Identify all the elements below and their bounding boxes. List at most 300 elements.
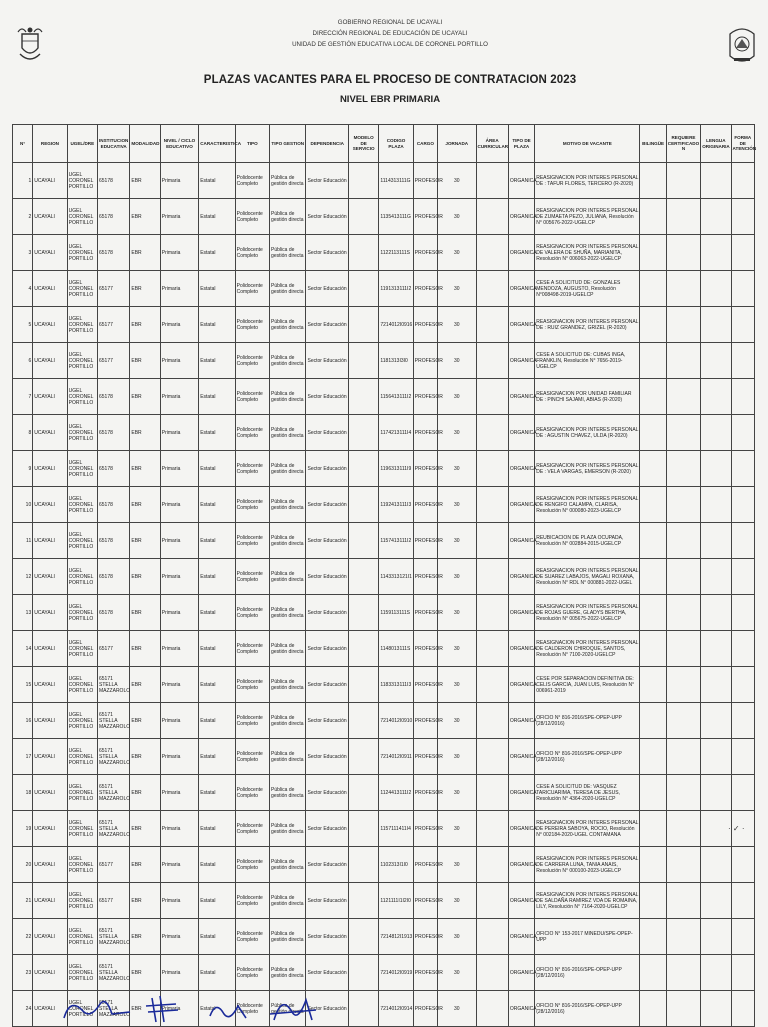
motivo-vacante-cell: OFICIO N° 816-2016/SPE-OPEP-UPP (28/12/2016) — [535, 703, 640, 739]
nivel-cell: Primaria — [160, 631, 198, 667]
dependencia-cell: Sector Educación — [306, 811, 349, 847]
area-curricular-cell — [476, 739, 508, 775]
bilingue-cell — [640, 307, 666, 343]
lengua-originaria-cell — [701, 631, 731, 667]
tipo-plaza-cell: ORGANICA — [508, 667, 534, 703]
ugel-cell: UGEL CORONEL PORTILLO — [67, 271, 97, 307]
modalidad-cell: EBR — [130, 919, 160, 955]
nivel-cell: Primaria — [160, 523, 198, 559]
cargo-cell: PROFESOR — [413, 523, 437, 559]
region-cell: UCAYALI — [33, 559, 67, 595]
region-cell: UCAYALI — [33, 523, 67, 559]
jornada-cell: 30 — [438, 487, 476, 523]
cargo-cell: PROFESOR — [413, 595, 437, 631]
requiere-certificado-cell — [666, 595, 700, 631]
nivel-cell: Primaria — [160, 919, 198, 955]
motivo-vacante-cell: REASIGNACION POR INTERES PERSONAL DE SALDAÑA RAMIREZ VDA DE ROMAINA, LILY, Resolución N° 7164-2020-UGELCP — [535, 883, 640, 919]
region-cell: UCAYALI — [33, 271, 67, 307]
row-number: 19 — [13, 811, 33, 847]
caracteristica-cell: Estatal — [199, 883, 235, 919]
jornada-cell: 30 — [438, 667, 476, 703]
letterhead — [230, 17, 550, 50]
bilingue-cell — [640, 199, 666, 235]
modelo-servicio-cell — [349, 415, 379, 451]
codigo-plaza-cell: 1102313I1I0 — [379, 847, 413, 883]
col-modalidad: MODALIDAD — [130, 125, 160, 163]
table-row — [13, 415, 755, 451]
tipo-cell: Polidocente Completo — [235, 487, 269, 523]
modelo-servicio-cell — [349, 883, 379, 919]
tipo-cell: Polidocente Completo — [235, 703, 269, 739]
institucion-cell: 65178 — [98, 235, 130, 271]
institucion-cell: 65178 — [98, 163, 130, 199]
forma-atencion-cell — [731, 955, 754, 991]
tipo-gestion-cell: Pública de gestión directa — [270, 811, 306, 847]
nivel-cell: Primaria — [160, 487, 198, 523]
lengua-originaria-cell — [701, 451, 731, 487]
peru-coat-of-arms-icon — [16, 24, 44, 64]
lengua-originaria-cell — [701, 847, 731, 883]
tipo-cell: Polidocente Completo — [235, 919, 269, 955]
col-area-curricular: ÁREA CURRICULAR — [476, 125, 508, 163]
row-number: 8 — [13, 415, 33, 451]
jornada-cell: 30 — [438, 811, 476, 847]
dependencia-cell: Sector Educación — [306, 415, 349, 451]
modalidad-cell: EBR — [130, 883, 160, 919]
area-curricular-cell — [476, 343, 508, 379]
bilingue-cell — [640, 415, 666, 451]
tipo-plaza-cell: ORGANICA — [508, 991, 534, 1027]
codigo-plaza-cell: 7214012I0919 — [379, 955, 413, 991]
table-row — [13, 199, 755, 235]
jornada-cell: 30 — [438, 307, 476, 343]
row-number: 3 — [13, 235, 33, 271]
row-number: 9 — [13, 451, 33, 487]
modelo-servicio-cell — [349, 847, 379, 883]
tipo-gestion-cell: Pública de gestión directa — [270, 487, 306, 523]
nivel-cell: Primaria — [160, 199, 198, 235]
bilingue-cell — [640, 451, 666, 487]
requiere-certificado-cell — [666, 451, 700, 487]
institucion-cell: 65178 — [98, 523, 130, 559]
dependencia-cell: Sector Educación — [306, 451, 349, 487]
caracteristica-cell: Estatal — [199, 847, 235, 883]
jornada-cell: 30 — [438, 559, 476, 595]
dependencia-cell: Sector Educación — [306, 847, 349, 883]
institucion-cell: 65178 — [98, 451, 130, 487]
modalidad-cell: EBR — [130, 307, 160, 343]
bilingue-cell — [640, 235, 666, 271]
caracteristica-cell: Estatal — [199, 631, 235, 667]
requiere-certificado-cell — [666, 343, 700, 379]
region-cell: UCAYALI — [33, 163, 67, 199]
caracteristica-cell: Estatal — [199, 667, 235, 703]
modelo-servicio-cell — [349, 775, 379, 811]
jornada-cell: 30 — [438, 883, 476, 919]
tipo-gestion-cell: Pública de gestión directa — [270, 739, 306, 775]
table-row — [13, 847, 755, 883]
tipo-cell: Polidocente Completo — [235, 199, 269, 235]
modelo-servicio-cell — [349, 307, 379, 343]
caracteristica-cell: Estatal — [199, 379, 235, 415]
requiere-certificado-cell — [666, 487, 700, 523]
nivel-cell: Primaria — [160, 991, 198, 1027]
tipo-cell: Polidocente Completo — [235, 631, 269, 667]
institucion-cell: 65171 STELLA MAZZAROLO — [98, 811, 130, 847]
tipo-cell: Polidocente Completo — [235, 415, 269, 451]
modelo-servicio-cell — [349, 955, 379, 991]
tipo-plaza-cell: ORGANICA — [508, 199, 534, 235]
institucion-cell: 65171 STELLA MAZZAROLO — [98, 667, 130, 703]
modalidad-cell: EBR — [130, 559, 160, 595]
requiere-certificado-cell — [666, 307, 700, 343]
codigo-plaza-cell: 1124413111I2 — [379, 775, 413, 811]
nivel-cell: Primaria — [160, 415, 198, 451]
tipo-gestion-cell: Pública de gestión directa — [270, 199, 306, 235]
modelo-servicio-cell — [349, 595, 379, 631]
forma-atencion-cell — [731, 919, 754, 955]
lengua-originaria-cell — [701, 991, 731, 1027]
tipo-plaza-cell: ORGANICA — [508, 847, 534, 883]
jornada-cell: 30 — [438, 847, 476, 883]
lengua-originaria-cell — [701, 343, 731, 379]
regional-seal-icon — [726, 24, 758, 68]
codigo-plaza-cell: 1183313111I3 — [379, 667, 413, 703]
institucion-cell: 65178 — [98, 595, 130, 631]
ugel-cell: UGEL CORONEL PORTILLO — [67, 739, 97, 775]
region-cell: UCAYALI — [33, 703, 67, 739]
codigo-plaza-cell: 1121111I1I2I0 — [379, 883, 413, 919]
area-curricular-cell — [476, 703, 508, 739]
modelo-servicio-cell — [349, 235, 379, 271]
jornada-cell: 30 — [438, 955, 476, 991]
lengua-originaria-cell — [701, 775, 731, 811]
region-cell: UCAYALI — [33, 199, 67, 235]
ugel-cell: UGEL CORONEL PORTILLO — [67, 199, 97, 235]
lengua-originaria-cell — [701, 235, 731, 271]
table-row — [13, 739, 755, 775]
jornada-cell: 30 — [438, 523, 476, 559]
col-ugel: UGEL/DRE — [67, 125, 97, 163]
dependencia-cell: Sector Educación — [306, 595, 349, 631]
cargo-cell: PROFESOR — [413, 199, 437, 235]
cargo-cell: PROFESOR — [413, 811, 437, 847]
tipo-cell: Polidocente Completo — [235, 991, 269, 1027]
tipo-cell: Polidocente Completo — [235, 307, 269, 343]
institucion-cell: 65178 — [98, 379, 130, 415]
region-cell: UCAYALI — [33, 919, 67, 955]
cargo-cell: PROFESOR — [413, 955, 437, 991]
modelo-servicio-cell — [349, 451, 379, 487]
dependencia-cell: Sector Educación — [306, 631, 349, 667]
bilingue-cell — [640, 271, 666, 307]
codigo-plaza-cell: 1114313111G — [379, 163, 413, 199]
forma-atencion-cell — [731, 235, 754, 271]
nivel-cell: Primaria — [160, 847, 198, 883]
dependencia-cell: Sector Educación — [306, 991, 349, 1027]
motivo-vacante-cell: CESE A SOLICITUD DE: CUBAS INGA, FRANKLIN, Resolución N° 7656-2019-UGELCP — [535, 343, 640, 379]
table-row — [13, 883, 755, 919]
codigo-plaza-cell: 1181313I3I0 — [379, 343, 413, 379]
tipo-gestion-cell: Pública de gestión directa — [270, 991, 306, 1027]
motivo-vacante-cell: REASIGNACION POR INTERES PERSONAL DE PEREIRA SABOYA, ROCIO, Resolución N° 002184-2020-UGEL CONTAMANA — [535, 811, 640, 847]
tipo-cell: Polidocente Completo — [235, 559, 269, 595]
bilingue-cell — [640, 523, 666, 559]
institucion-cell: 65177 — [98, 307, 130, 343]
nivel-cell: Primaria — [160, 703, 198, 739]
requiere-certificado-cell — [666, 559, 700, 595]
table-body — [13, 163, 755, 1027]
row-number: 21 — [13, 883, 33, 919]
ugel-cell: UGEL CORONEL PORTILLO — [67, 811, 97, 847]
codigo-plaza-cell: 7214012I0914 — [379, 991, 413, 1027]
bilingue-cell — [640, 919, 666, 955]
region-cell: UCAYALI — [33, 379, 67, 415]
dependencia-cell: Sector Educación — [306, 667, 349, 703]
lengua-originaria-cell — [701, 271, 731, 307]
table-row — [13, 343, 755, 379]
tipo-gestion-cell: Pública de gestión directa — [270, 451, 306, 487]
dependencia-cell: Sector Educación — [306, 559, 349, 595]
motivo-vacante-cell: CESE A SOLICITUD DE: GONZALES MENDOZA, AUGUSTO, Resolución N°008498-2019-UGELCP — [535, 271, 640, 307]
motivo-vacante-cell: REASIGNACION POR INTERES PERSONAL DE : VELA VARGAS, EMERSON (R-2020) — [535, 451, 640, 487]
ugel-cell: UGEL CORONEL PORTILLO — [67, 235, 97, 271]
table-row — [13, 595, 755, 631]
lengua-originaria-cell — [701, 523, 731, 559]
forma-atencion-cell — [731, 631, 754, 667]
cargo-cell: PROFESOR — [413, 883, 437, 919]
area-curricular-cell — [476, 235, 508, 271]
col-forma-atencion: FORMA DE ATENCIÓN — [731, 125, 754, 163]
bilingue-cell — [640, 703, 666, 739]
requiere-certificado-cell — [666, 163, 700, 199]
tipo-cell: Polidocente Completo — [235, 235, 269, 271]
requiere-certificado-cell — [666, 667, 700, 703]
tipo-cell: Polidocente Completo — [235, 955, 269, 991]
modalidad-cell: EBR — [130, 343, 160, 379]
bilingue-cell — [640, 775, 666, 811]
caracteristica-cell: Estatal — [199, 271, 235, 307]
ugel-cell: UGEL CORONEL PORTILLO — [67, 163, 97, 199]
ugel-cell: UGEL CORONEL PORTILLO — [67, 847, 97, 883]
tipo-plaza-cell: ORGANICA — [508, 415, 534, 451]
tipo-plaza-cell: ORGANICA — [508, 775, 534, 811]
area-curricular-cell — [476, 487, 508, 523]
motivo-vacante-cell: REASIGNACION POR INTERES PERSONAL DE CARRERA LUNA, TANIA ANAIS, Resolución N° 000100-2023-UGELCP — [535, 847, 640, 883]
motivo-vacante-cell: REASIGNACION POR INTERES PERSONAL DE VALERA DE SHUÑA, MARIANITA, Resolución N° 006063-2022-UGELCP — [535, 235, 640, 271]
cargo-cell: PROFESOR — [413, 991, 437, 1027]
table-row — [13, 451, 755, 487]
caracteristica-cell: Estatal — [199, 415, 235, 451]
row-number: 23 — [13, 955, 33, 991]
requiere-certificado-cell — [666, 847, 700, 883]
tipo-gestion-cell: Pública de gestión directa — [270, 163, 306, 199]
requiere-certificado-cell — [666, 811, 700, 847]
table-row — [13, 775, 755, 811]
region-cell: UCAYALI — [33, 415, 67, 451]
institucion-cell: 65178 — [98, 559, 130, 595]
dependencia-cell: Sector Educación — [306, 343, 349, 379]
ugel-cell: UGEL CORONEL PORTILLO — [67, 379, 97, 415]
ugel-cell: UGEL CORONEL PORTILLO — [67, 415, 97, 451]
requiere-certificado-cell — [666, 919, 700, 955]
lengua-originaria-cell — [701, 199, 731, 235]
institucion-cell: 65177 — [98, 847, 130, 883]
dependencia-cell: Sector Educación — [306, 379, 349, 415]
row-number: 22 — [13, 919, 33, 955]
modelo-servicio-cell — [349, 703, 379, 739]
tipo-plaza-cell: ORGANICA — [508, 271, 534, 307]
modalidad-cell: EBR — [130, 739, 160, 775]
modelo-servicio-cell — [349, 379, 379, 415]
tipo-plaza-cell: ORGANICA — [508, 235, 534, 271]
forma-atencion-cell — [731, 703, 754, 739]
tipo-gestion-cell: Pública de gestión directa — [270, 307, 306, 343]
tipo-plaza-cell: ORGANICA — [508, 919, 534, 955]
table-row — [13, 919, 755, 955]
jornada-cell: 30 — [438, 595, 476, 631]
table-row — [13, 523, 755, 559]
area-curricular-cell — [476, 955, 508, 991]
signatures-graphic — [60, 992, 360, 1024]
cargo-cell: PROFESOR — [413, 703, 437, 739]
modalidad-cell: EBR — [130, 775, 160, 811]
tipo-cell: Polidocente Completo — [235, 379, 269, 415]
tipo-gestion-cell: Pública de gestión directa — [270, 559, 306, 595]
cargo-cell: PROFESOR — [413, 775, 437, 811]
table-row — [13, 811, 755, 847]
region-cell: UCAYALI — [33, 487, 67, 523]
ugel-cell: UGEL CORONEL PORTILLO — [67, 775, 97, 811]
nivel-cell: Primaria — [160, 955, 198, 991]
cargo-cell: PROFESOR — [413, 451, 437, 487]
motivo-vacante-cell: OFICIO N° 816-2016/SPE-OPEP-UPP (28/12/2016) — [535, 955, 640, 991]
ugel-cell: UGEL CORONEL PORTILLO — [67, 595, 97, 631]
lengua-originaria-cell — [701, 487, 731, 523]
tipo-gestion-cell: Pública de gestión directa — [270, 271, 306, 307]
table-row — [13, 163, 755, 199]
jornada-cell: 30 — [438, 271, 476, 307]
tipo-plaza-cell: ORGANICA — [508, 487, 534, 523]
dependencia-cell: Sector Educación — [306, 307, 349, 343]
tipo-gestion-cell: Pública de gestión directa — [270, 847, 306, 883]
tipo-plaza-cell: ORGANICA — [508, 883, 534, 919]
table-row — [13, 667, 755, 703]
requiere-certificado-cell — [666, 703, 700, 739]
bilingue-cell — [640, 667, 666, 703]
forma-atencion-cell — [731, 739, 754, 775]
codigo-plaza-cell: 7214012I0916 — [379, 307, 413, 343]
area-curricular-cell — [476, 919, 508, 955]
dependencia-cell: Sector Educación — [306, 487, 349, 523]
lengua-originaria-cell — [701, 703, 731, 739]
table-row — [13, 235, 755, 271]
forma-atencion-cell — [731, 271, 754, 307]
caracteristica-cell: Estatal — [199, 559, 235, 595]
institucion-cell: 65177 — [98, 271, 130, 307]
nivel-cell: Primaria — [160, 811, 198, 847]
page-title: PLAZAS VACANTES PARA EL PROCESO DE CONTRATACION 2023 — [203, 74, 577, 86]
forma-atencion-cell — [731, 487, 754, 523]
modelo-servicio-cell — [349, 559, 379, 595]
tipo-plaza-cell: ORGANICA — [508, 631, 534, 667]
modelo-servicio-cell — [349, 811, 379, 847]
row-number: 13 — [13, 595, 33, 631]
requiere-certificado-cell — [666, 199, 700, 235]
caracteristica-cell: Estatal — [199, 739, 235, 775]
table-row — [13, 487, 755, 523]
lengua-originaria-cell — [701, 559, 731, 595]
cargo-cell: PROFESOR — [413, 919, 437, 955]
area-curricular-cell — [476, 415, 508, 451]
codigo-plaza-cell: 1143313121I1 — [379, 559, 413, 595]
col-cargo: CARGO — [413, 125, 437, 163]
requiere-certificado-cell — [666, 523, 700, 559]
caracteristica-cell: Estatal — [199, 991, 235, 1027]
col-requiere-certificado: REQUIERE CERTIFICADO N — [666, 125, 700, 163]
bilingue-cell — [640, 991, 666, 1027]
col-tipo-gestion: TIPO GESTION — [270, 125, 306, 163]
table-row — [13, 631, 755, 667]
area-curricular-cell — [476, 559, 508, 595]
modalidad-cell: EBR — [130, 811, 160, 847]
forma-atencion-cell — [731, 379, 754, 415]
forma-atencion-cell — [731, 883, 754, 919]
motivo-vacante-cell: REASIGNACION POR INTERES PERSONAL DE RENGIFO CALAMPA, CLARISA, Resolución N° 000080-2023-UGELCP — [535, 487, 640, 523]
jornada-cell: 30 — [438, 343, 476, 379]
motivo-vacante-cell: REASIGNACION POR INTERES PERSONAL DE : RUIZ GRANDEZ, GRIZEL (R-2020) — [535, 307, 640, 343]
caracteristica-cell: Estatal — [199, 919, 235, 955]
dependencia-cell: Sector Educación — [306, 235, 349, 271]
nivel-cell: Primaria — [160, 595, 198, 631]
tipo-plaza-cell: ORGANICA — [508, 703, 534, 739]
requiere-certificado-cell — [666, 883, 700, 919]
region-cell: UCAYALI — [33, 631, 67, 667]
modelo-servicio-cell — [349, 487, 379, 523]
modalidad-cell: EBR — [130, 523, 160, 559]
ugel-cell: UGEL CORONEL PORTILLO — [67, 991, 97, 1027]
institucion-cell: 65178 — [98, 415, 130, 451]
cargo-cell: PROFESOR — [413, 235, 437, 271]
dependencia-cell: Sector Educación — [306, 775, 349, 811]
modalidad-cell: EBR — [130, 235, 160, 271]
modelo-servicio-cell — [349, 271, 379, 307]
requiere-certificado-cell — [666, 271, 700, 307]
tipo-cell: Polidocente Completo — [235, 451, 269, 487]
nivel-cell: Primaria — [160, 163, 198, 199]
codigo-plaza-cell: 1174213111I4 — [379, 415, 413, 451]
institucion-cell: 65177 — [98, 883, 130, 919]
codigo-plaza-cell: 7214012I0910 — [379, 703, 413, 739]
lengua-originaria-cell — [701, 919, 731, 955]
region-cell: UCAYALI — [33, 667, 67, 703]
codigo-plaza-cell: 1148013111S — [379, 631, 413, 667]
modelo-servicio-cell — [349, 343, 379, 379]
caracteristica-cell: Estatal — [199, 343, 235, 379]
col-lengua-originaria: LENGUA ORIGINARIA — [701, 125, 731, 163]
jornada-cell: 30 — [438, 991, 476, 1027]
tipo-plaza-cell: ORGANICA — [508, 307, 534, 343]
cargo-cell: PROFESOR — [413, 415, 437, 451]
codigo-plaza-cell: 1157413111I2 — [379, 523, 413, 559]
row-number: 17 — [13, 739, 33, 775]
tipo-gestion-cell: Pública de gestión directa — [270, 343, 306, 379]
bilingue-cell — [640, 847, 666, 883]
modalidad-cell: EBR — [130, 667, 160, 703]
lengua-originaria-cell — [701, 307, 731, 343]
area-curricular-cell — [476, 199, 508, 235]
cargo-cell: PROFESOR — [413, 163, 437, 199]
